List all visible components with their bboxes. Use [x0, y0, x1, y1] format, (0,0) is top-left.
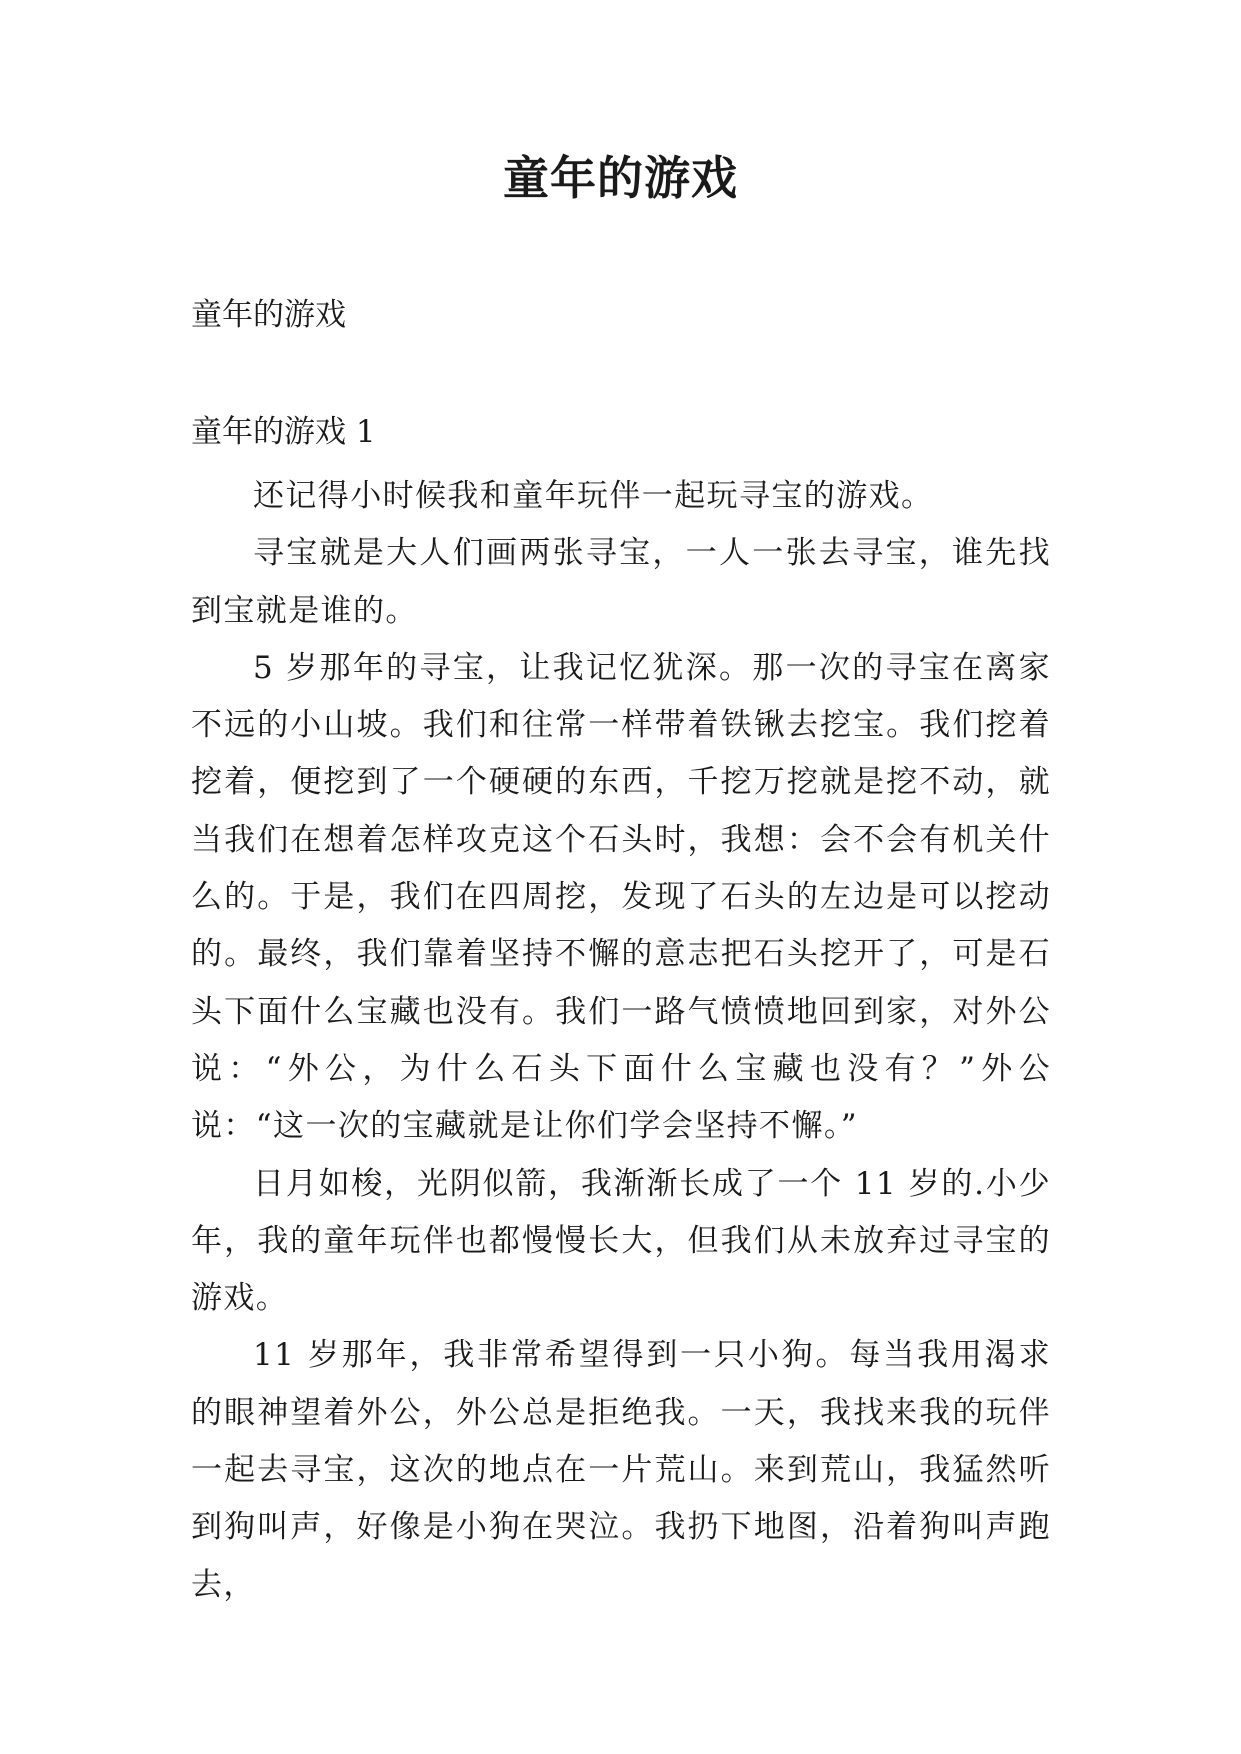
document-subtitle: 童年的游戏 — [191, 297, 346, 333]
paragraph: 11 岁那年，我非常希望得到一只小狗。每当我用渴求的眼神望着外公，外公总是拒绝我。一天，我找来我的玩伴一起去寻宝，这次的地点在一片荒山。来到荒山，我猛然听到狗叫声，好像是小狗在哭泣。我扔下地图，沿着狗叫声跑去， — [191, 1337, 1051, 1603]
section-heading: 童年的游戏 1 — [191, 414, 376, 450]
paragraph: 寻宝就是大人们画两张寻宝，一人一张去寻宝，谁先找到宝就是谁的。 — [191, 535, 1051, 629]
paragraph: 还记得小时候我和童年玩伴一起玩寻宝的游戏。 — [253, 478, 934, 514]
document-title: 童年的游戏 — [503, 151, 738, 205]
paragraph: 日月如梭，光阴似箭，我渐渐长成了一个 11 岁的.小少年，我的童年玩伴也都慢慢长大，但我们从未放弃过寻宝的游戏。 — [191, 1165, 1051, 1317]
article-body — [191, 468, 1051, 1614]
paragraph: 5 岁那年的寻宝，让我记忆犹深。那一次的寻宝在离家不远的小山坡。我们和往常一样带着铁锹去挖宝。我们挖着挖着，便挖到了一个硬硬的东西，千挖万挖就是挖不动，就当我们在想着怎样攻克这个石头时，我想：会不会有机关什么的。于是，我们在四周挖，发现了石头的左边是可以挖动的。最终，我们靠着坚持不懈的意志把石头挖开了，可是石头下面什么宝藏也没有。我们一路气愤愤地回到家，对外公说：“外公，为什么石头下面什么宝藏也没有？”外公说：“这一次的宝藏就是让你们学会坚持不懈。” — [191, 649, 1051, 1145]
